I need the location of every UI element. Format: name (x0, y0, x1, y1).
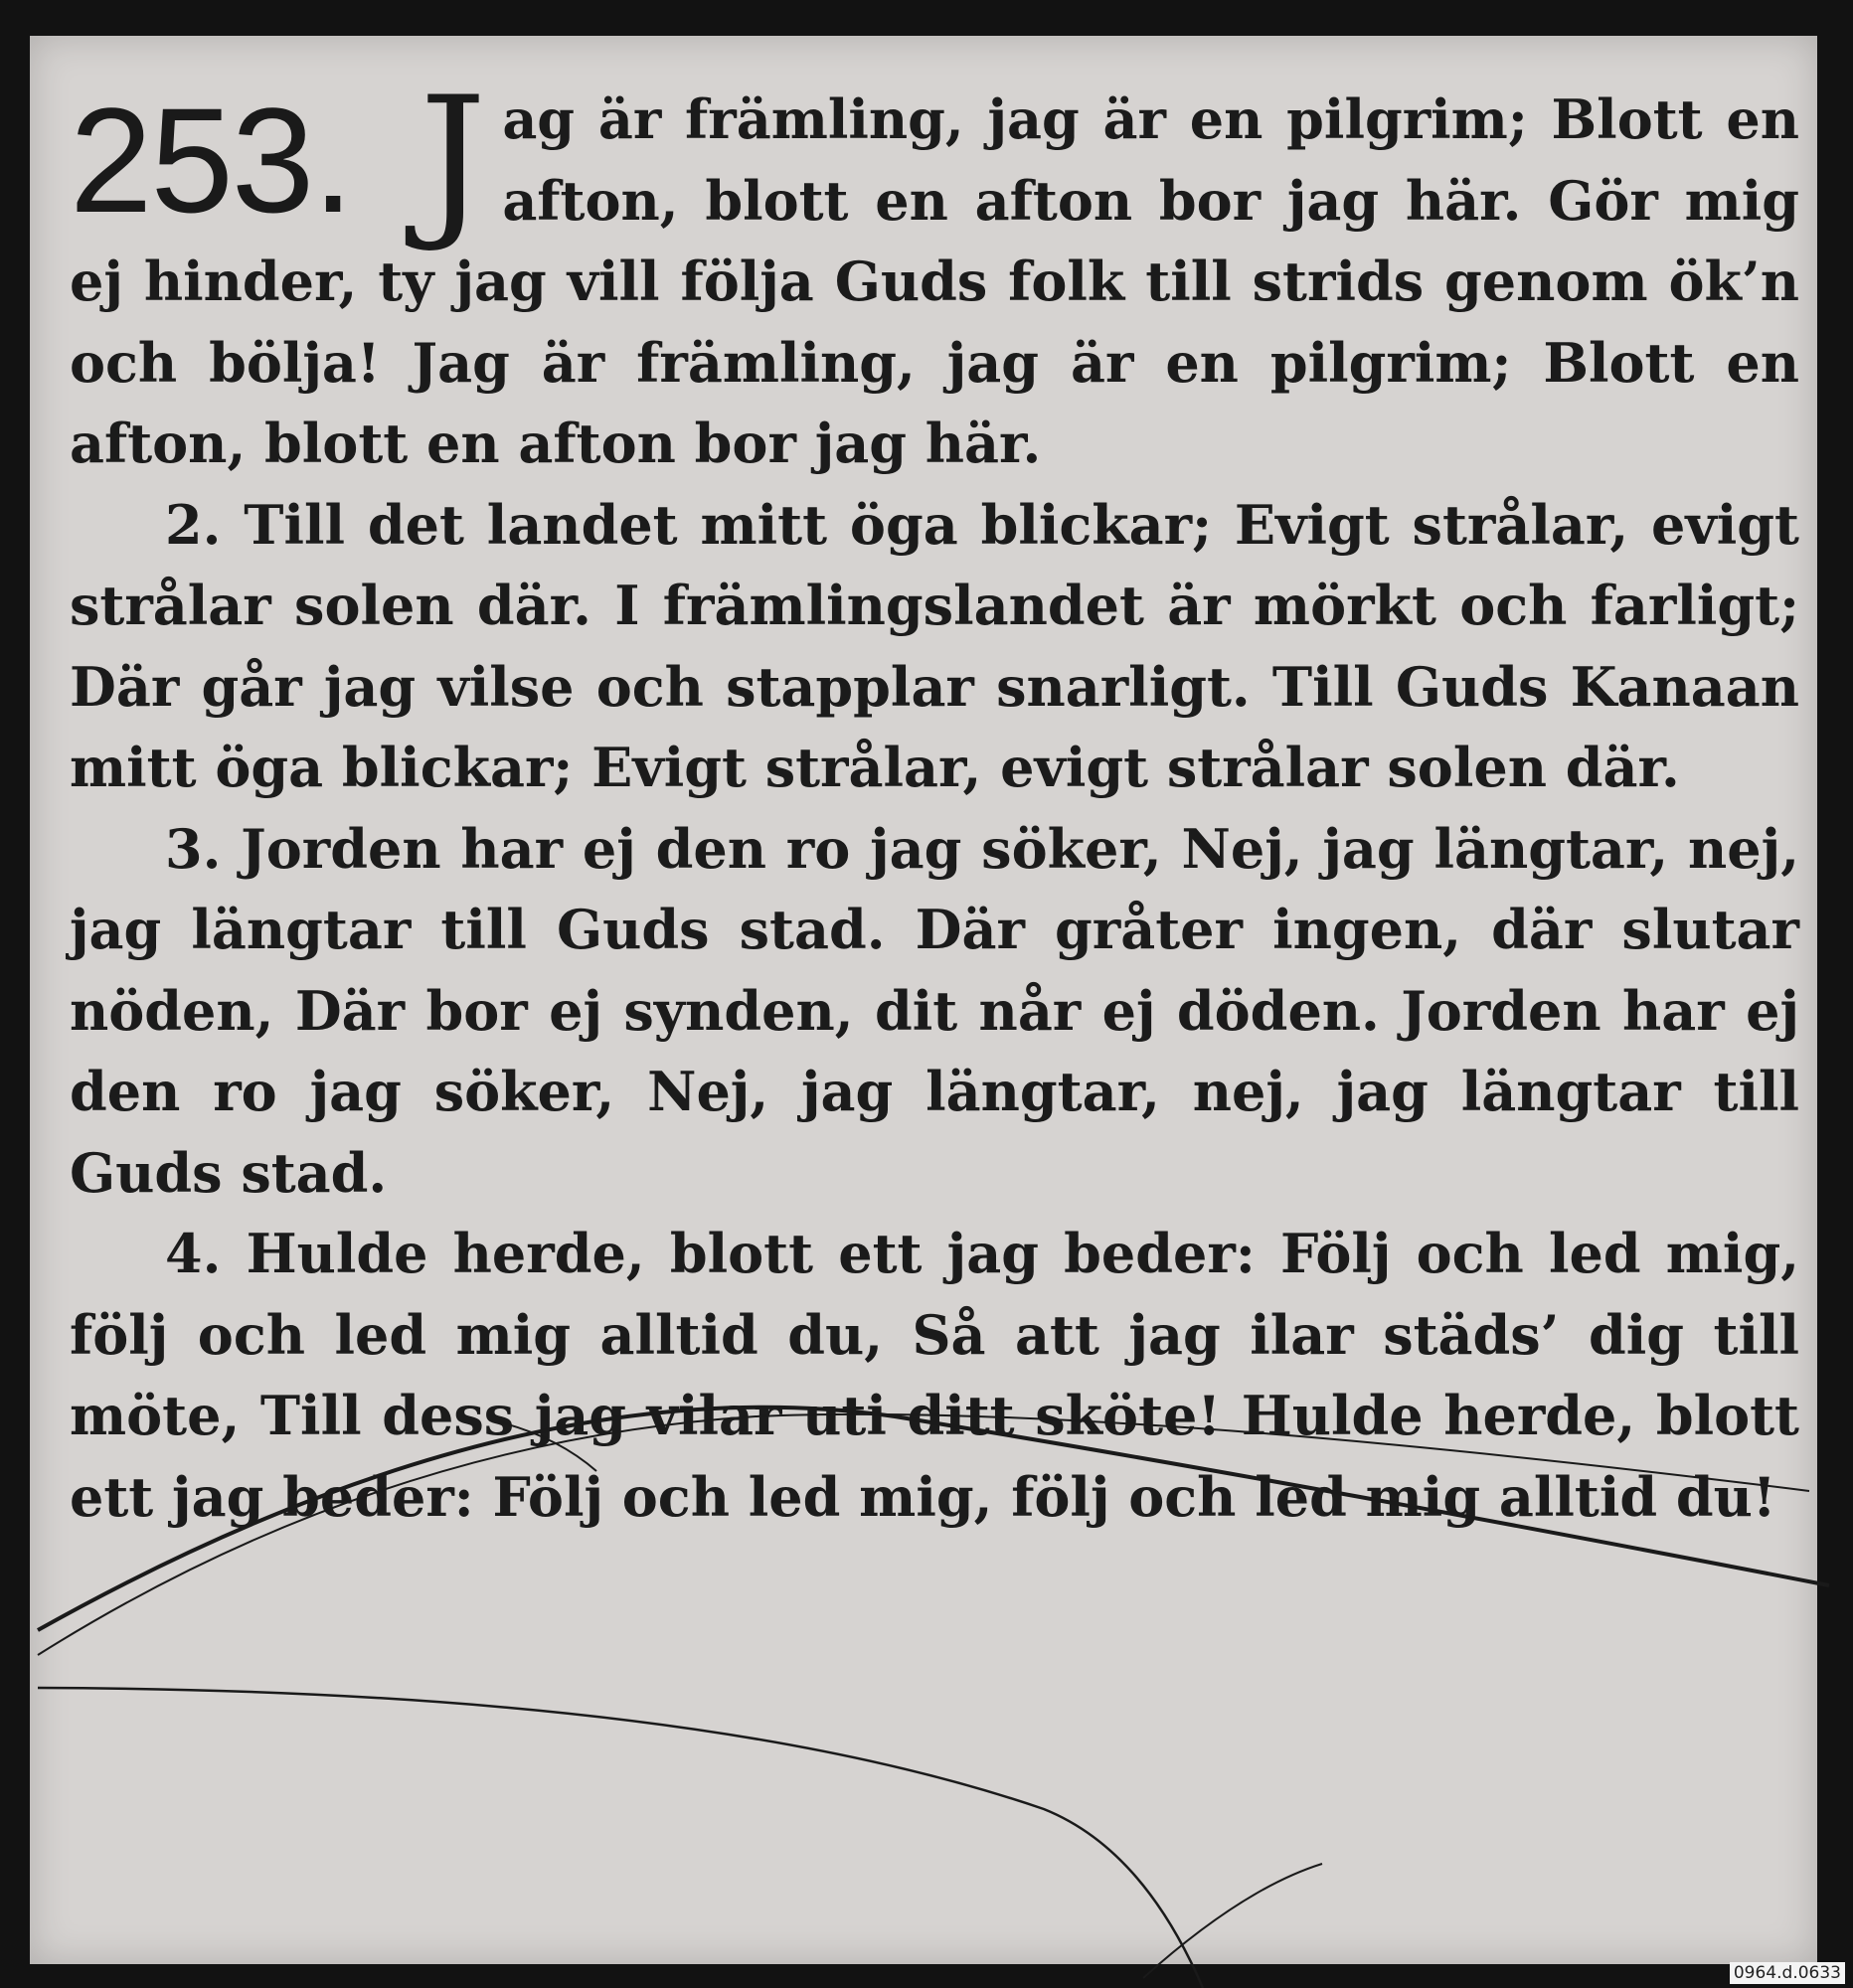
catalog-number: 0964.d.0633 (1730, 1962, 1845, 1984)
stanza-1-text: ag är främling, jag är en pilgrim; Blott en afton, blott en afton bor jag här. Gör mig ej hinder, ty jag vill följa Guds folk till strids genom ök’n och bölja! Jag är främling, jag är en pilgrim; Blott en afton, blott en afton bor jag här. (70, 87, 1799, 475)
stanza-1 (70, 61, 1799, 485)
hymn-paper (30, 36, 1817, 1964)
hymn-number: 253. (70, 77, 352, 244)
stanza-3 (70, 809, 1799, 1215)
stanza-2-text: 2. Till det landet mitt öga blickar; Evigt strålar, evigt strålar solen där. I främlingslandet är mörkt och farligt; Där går jag vilse och stapplar snarligt. Till Guds Kanaan mitt öga blickar; Evigt strålar, evigt strålar solen där. (70, 492, 1799, 799)
hymn-text (70, 61, 1799, 1538)
drop-cap: J (419, 61, 487, 255)
stanza-3-text: 3. Jorden har ej den ro jag söker, Nej, jag längtar, nej, jag längtar till Guds stad. Där gråter ingen, där slutar nöden, Där bor ej synden, dit når ej döden. Jorden har ej den ro jag söker, Nej, jag längtar, nej, jag längtar till Guds stad. (70, 816, 1799, 1205)
stanza-4 (70, 1214, 1799, 1538)
stanza-2 (70, 485, 1799, 809)
stanza-4-text: 4. Hulde herde, blott ett jag beder: Följ och led mig, följ och led mig alltid du, Så att jag ilar städs’ dig till möte, Till dess jag vilar uti ditt sköte! Hulde herde, blott ett jag beder: Följ och led mig, följ och led mig alltid du! (70, 1222, 1799, 1529)
